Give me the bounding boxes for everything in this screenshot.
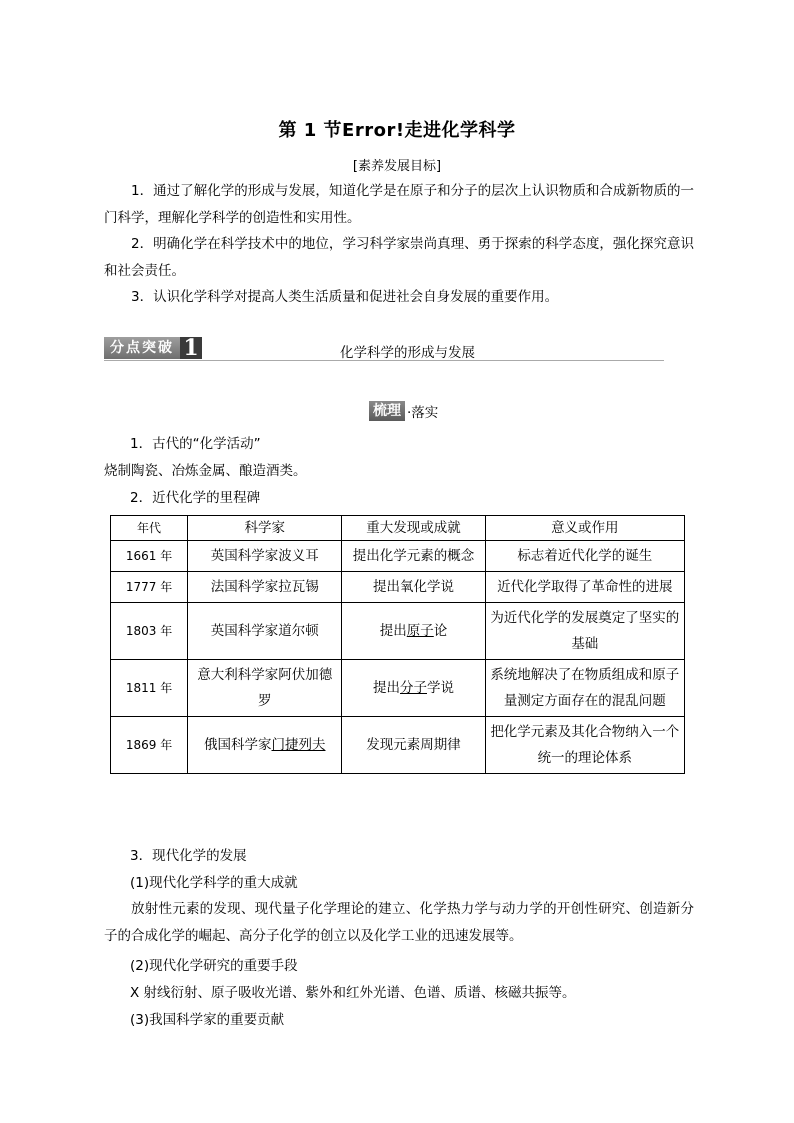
discovery-cell: 提出分子学说 — [342, 660, 485, 717]
table-header-row — [111, 516, 685, 541]
section-badge-label: 分点突破 — [104, 337, 180, 359]
discovery-cell: 提出化学元素的概念 — [342, 541, 485, 572]
sub-1-text: 放射性元素的发现、现代量子化学理论的建立、化学热力学与动力学的开创性研究、创造新分子的合成化学的崛起、高分子化学的创立以及化学工业的迅速发展等。 — [104, 901, 694, 944]
discovery-cell: 发现元素周期律 — [342, 717, 485, 774]
section-title: 化学科学的形成与发展 — [340, 345, 475, 361]
year-cell: 1661 年 — [111, 541, 188, 572]
table-row — [111, 660, 685, 717]
goal-3: 3．认识化学科学对提高人类生活质量和促进社会自身发展的重要作用。 — [131, 289, 559, 305]
meaning-cell: 近代化学取得了革命性的进展 — [485, 572, 684, 603]
page-title: 第 1 节Error!走进化学科学 — [278, 120, 516, 141]
scientist-cell: 英国科学家道尔顿 — [188, 603, 342, 660]
section-badge-number: 1 — [180, 337, 202, 359]
item-1-text: 烧制陶瓷、冶炼金属、酿造酒类。 — [104, 463, 307, 479]
goals-heading: [素养发展目标] — [352, 159, 442, 174]
meaning-cell: 系统地解决了在物质组成和原子量测定方面存在的混乱问题 — [485, 660, 684, 717]
item-1-title: 1．古代的“化学活动” — [130, 436, 261, 452]
review-tag-main: 梳理 — [369, 401, 405, 421]
goal-1: 1．通过了解化学的形成与发展，知道化学是在原子和分子的层次上认识物质和合成新物质的一门科学，理解化学科学的创造性和实用性。 — [104, 183, 694, 226]
review-tag — [369, 401, 438, 421]
item-3-title: 3．现代化学的发展 — [130, 848, 247, 864]
scientist-cell: 意大利科学家阿伏加德罗 — [188, 660, 342, 717]
year-cell: 1803 年 — [111, 603, 188, 660]
meaning-cell: 把化学元素及其化合物纳入一个统一的理论体系 — [485, 717, 684, 774]
meaning-cell: 为近代化学的发展奠定了坚实的基础 — [485, 603, 684, 660]
review-tag-sub: ·落实 — [407, 405, 439, 421]
table-header: 重大发现或成就 — [342, 516, 485, 541]
section-badge — [104, 337, 202, 359]
sub-2-text: X 射线衍射、原子吸收光谱、紫外和红外光谱、色谱、质谱、核磁共振等。 — [130, 985, 576, 1001]
year-cell: 1811 年 — [111, 660, 188, 717]
sub-3-title: (3)我国科学家的重要贡献 — [130, 1012, 285, 1028]
scientist-cell: 法国科学家拉瓦锡 — [188, 572, 342, 603]
table-header: 科学家 — [188, 516, 342, 541]
discovery-cell: 提出氧化学说 — [342, 572, 485, 603]
table-row — [111, 572, 685, 603]
table-header: 意义或作用 — [485, 516, 684, 541]
scientist-cell: 英国科学家波义耳 — [188, 541, 342, 572]
table-row — [111, 603, 685, 660]
year-cell: 1777 年 — [111, 572, 188, 603]
table-row — [111, 541, 685, 572]
table-row — [111, 717, 685, 774]
item-2-title: 2．近代化学的里程碑 — [130, 490, 261, 506]
scientist-cell: 俄国科学家门捷列夫 — [188, 717, 342, 774]
milestones-table — [110, 515, 685, 774]
meaning-cell: 标志着近代化学的诞生 — [485, 541, 684, 572]
sub-2-title: (2)现代化学研究的重要手段 — [130, 958, 298, 974]
discovery-cell: 提出原子论 — [342, 603, 485, 660]
goal-2: 2．明确化学在科学技术中的地位，学习科学家崇尚真理、勇于探索的科学态度，强化探究意识和社会责任。 — [104, 236, 694, 279]
sub-1-title: (1)现代化学科学的重大成就 — [130, 875, 298, 891]
year-cell: 1869 年 — [111, 717, 188, 774]
table-header: 年代 — [111, 516, 188, 541]
